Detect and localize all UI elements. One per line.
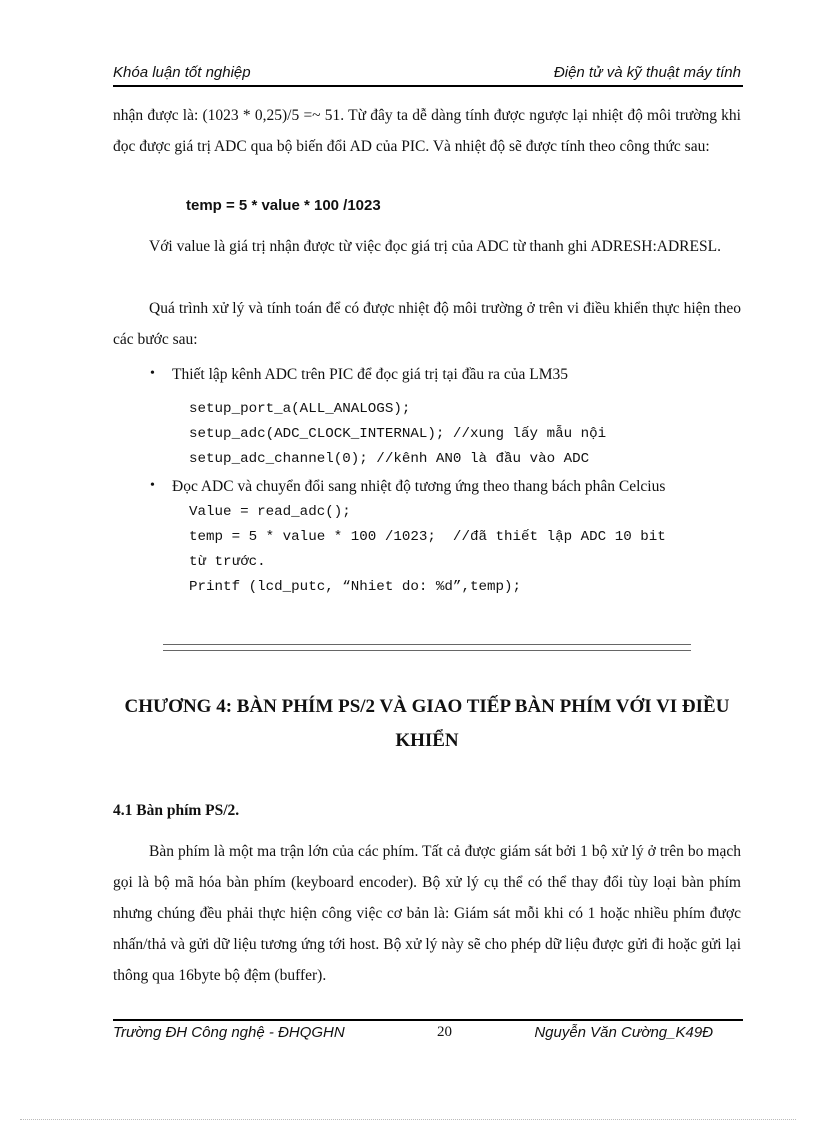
paragraph-value: Với value là giá trị nhận được từ việc đọc giá trị của ADC từ thanh ghi ADRESH:ADRESL.: [149, 238, 721, 255]
formula-temp: temp = 5 * value * 100 /1023: [186, 197, 381, 214]
separator-line: [163, 644, 691, 651]
code-block-1: setup_port_a(ALL_ANALOGS); setup_adc(ADC_CLOCK_INTERNAL); //xung lấy mẫu nội setup_adc_channel(0); //kênh AN0 là đầu vào ADC: [189, 401, 607, 467]
page-footer: [113, 1024, 741, 1046]
code-block-2: Value = read_adc(); temp = 5 * value * 100 /1023; //đã thiết lập ADC 10 bit từ trước. Printf (lcd_putc, “Nhiet do: %d”,temp);: [189, 504, 666, 595]
paragraph-intro: nhận được là: (1023 * 0,25)/5 =~ 51. Từ đây ta dễ dàng tính được ngược lại nhiệt độ môi trường khi đọc được giá trị ADC qua bộ biến đổi AD của PIC. Và nhiệt độ sẽ được tính theo công thức sau:: [113, 107, 741, 155]
bullet-item-1: [150, 366, 740, 384]
bullet-text-1: Thiết lập kênh ADC trên PIC để đọc giá trị tại đầu ra của LM35: [172, 366, 569, 383]
paragraph-process: Quá trình xử lý và tính toán để có được nhiệt độ môi trường ở trên vi điều khiển thực hiện theo các bước sau:: [113, 300, 741, 348]
paragraph-keyboard: Bàn phím là một ma trận lớn của các phím. Tất cả được giám sát bởi 1 bộ xử lý ở trên bo mạch gọi là bộ mã hóa bàn phím (keyboard encoder). Bộ xử lý cụ thể có thể thay đổi tùy loại bàn phím nhưng chúng đều phải thực hiện công việc cơ bản là: Giám sát mỗi khi có 1 hoặc nhiều phím được nhấn/thả và gửi dữ liệu tương ứng tới host. Bộ xử lý này sẽ cho phép dữ liệu được gửi đi hoặc gửi lại thông qua 16byte bộ đệm (buffer).: [113, 843, 741, 984]
section-heading: 4.1 Bàn phím PS/2.: [113, 802, 240, 819]
footer-rule: [113, 1019, 743, 1021]
bullet-text-2: Đọc ADC và chuyển đổi sang nhiệt độ tương ứng theo thang bách phân Celcius: [172, 478, 666, 495]
page-number: 20: [437, 1024, 452, 1040]
header-right-title: Điện tử và kỹ thuật máy tính: [553, 63, 741, 81]
page-bottom-dotted-edge: [20, 1119, 796, 1120]
bullet-icon: •: [150, 478, 155, 493]
footer-school: Trường ĐH Công nghệ - ĐHQGHN: [113, 1024, 345, 1041]
header-left-title: Khóa luận tốt nghiệp: [113, 63, 251, 81]
bullet-item-2: [150, 478, 740, 496]
footer-author: Nguyễn Văn Cường_K49Đ: [534, 1024, 713, 1041]
bullet-icon: •: [150, 366, 155, 381]
page-header: [113, 60, 741, 84]
chapter-title: CHƯƠNG 4: BÀN PHÍM PS/2 VÀ GIAO TIẾP BÀN PHÍM VỚI VI ĐIỀU KHIỂN: [124, 696, 730, 751]
header-rule: [113, 85, 743, 87]
